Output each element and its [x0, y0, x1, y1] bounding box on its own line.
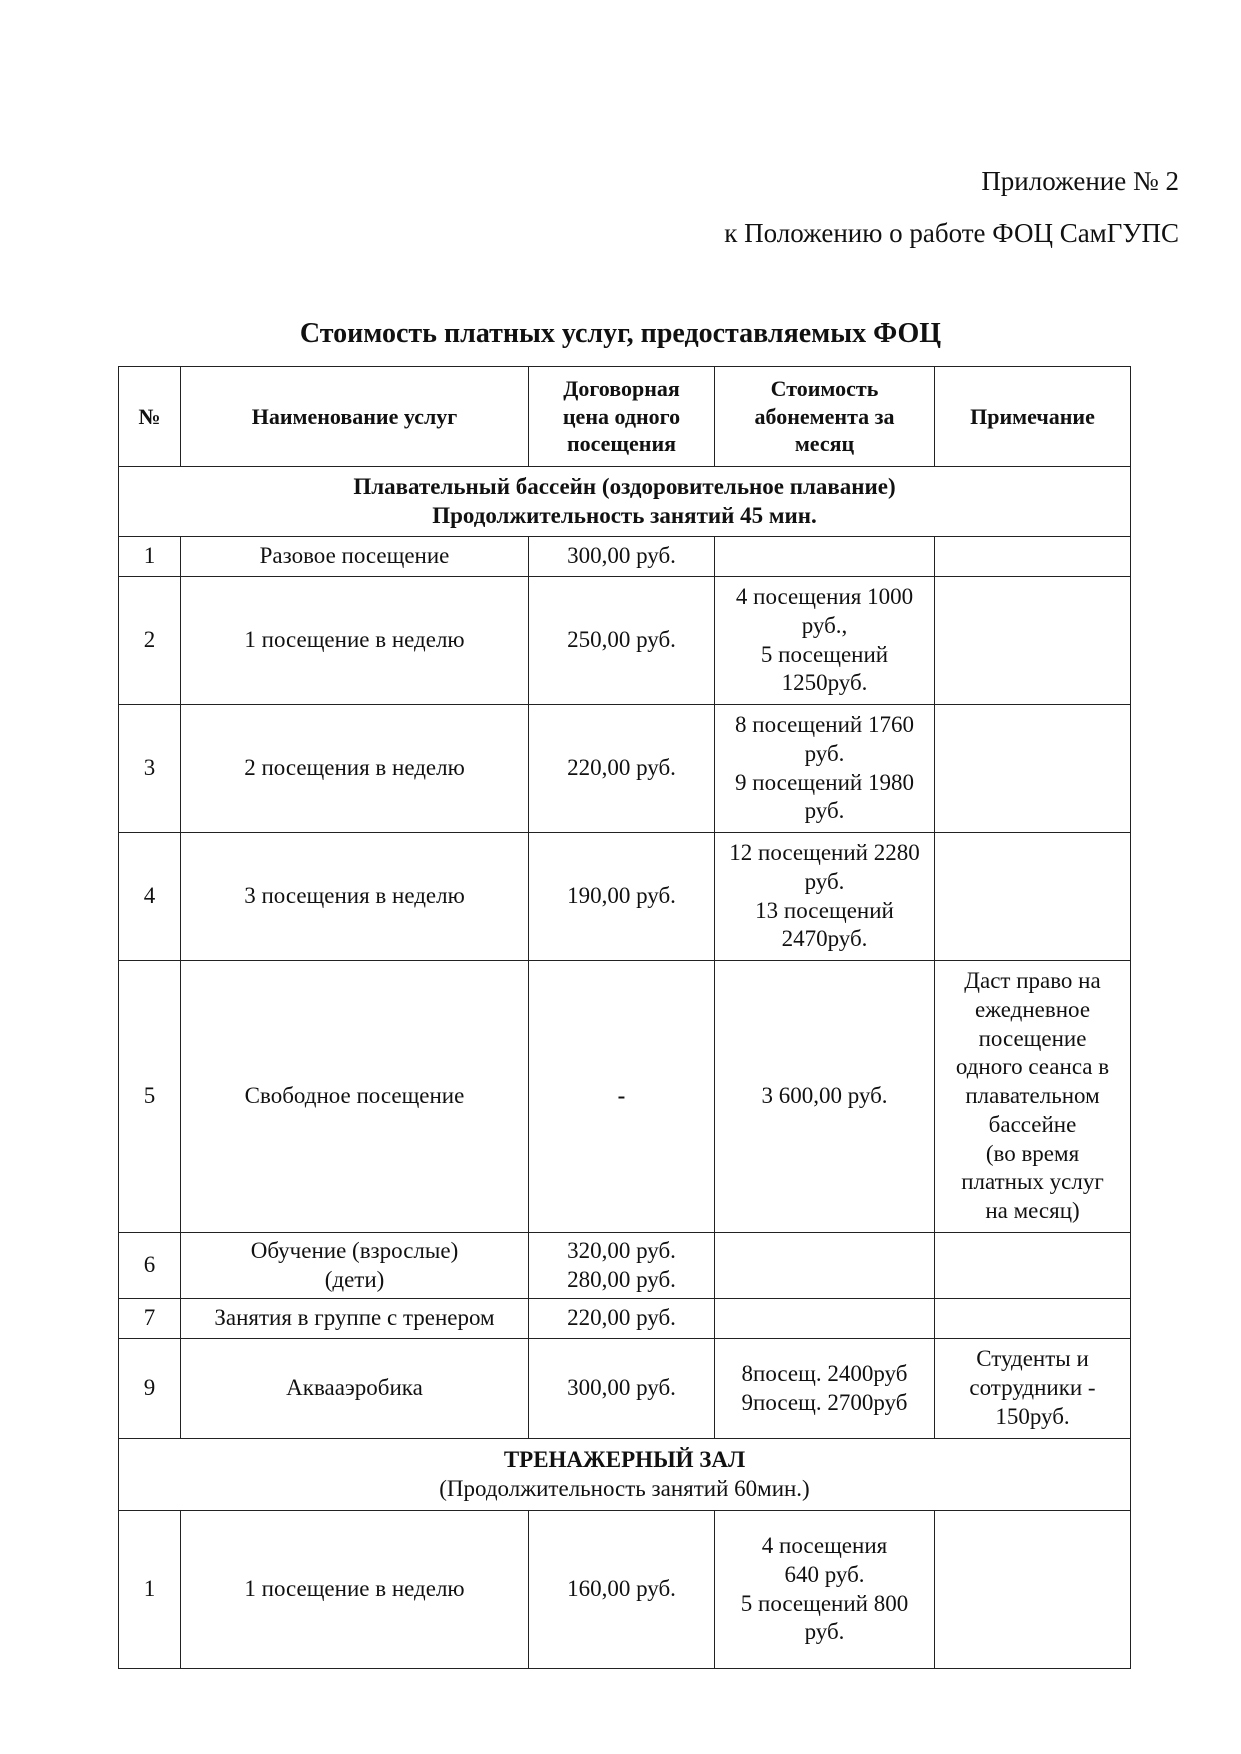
row-visit-price: 220,00 руб.	[529, 1299, 715, 1339]
row-no: 6	[119, 1233, 181, 1299]
row-note	[935, 1233, 1131, 1299]
row-note	[935, 705, 1131, 833]
header-visit-price	[529, 367, 715, 467]
row-no: 2	[119, 577, 181, 705]
row-no: 1	[119, 537, 181, 577]
row-note	[935, 1299, 1131, 1339]
visit-price-line: 280,00 руб.	[567, 1266, 676, 1292]
note-line: Студенты и	[976, 1346, 1089, 1372]
table-row	[119, 705, 1131, 833]
header-subscription-price	[715, 367, 935, 467]
row-note	[935, 961, 1131, 1233]
subscription-line: 8посещ. 2400руб	[741, 1360, 908, 1386]
document-title: Стоимость платных услуг, предоставляемых ФОЦ	[299, 318, 942, 349]
note-line: посещение	[978, 1025, 1087, 1051]
note-line: ежедневное	[974, 996, 1091, 1022]
table-row	[119, 833, 1131, 961]
row-subscription-price	[715, 833, 935, 961]
row-subscription-price: 3 600,00 руб.	[715, 961, 935, 1233]
row-no: 9	[119, 1339, 181, 1439]
note-line: сотрудники -	[969, 1375, 1096, 1401]
subscription-line: 4 посещения	[761, 1533, 888, 1558]
visit-price-line: 320,00 руб.	[567, 1237, 676, 1263]
note-line: плавательном	[965, 1083, 1100, 1109]
header-no: №	[119, 367, 181, 467]
row-visit-price	[529, 1233, 715, 1299]
header-service-name: Наименование услуг	[181, 367, 529, 467]
subscription-line: 8 посещений 1760	[735, 712, 914, 737]
row-service-name: 3 посещения в неделю	[181, 833, 529, 961]
table-row	[119, 1511, 1131, 1669]
header-note: Примечание	[935, 367, 1131, 467]
subscription-line: 9посещ. 2700руб	[741, 1389, 908, 1415]
row-note	[935, 833, 1131, 961]
header-subscription-line: Стоимость	[770, 376, 879, 402]
note-line: платных услуг	[961, 1169, 1104, 1195]
row-service-name: Разовое посещение	[181, 537, 529, 577]
row-service-name: 1 посещение в неделю	[181, 577, 529, 705]
row-subscription-price	[715, 705, 935, 833]
row-service-name: Занятия в группе с тренером	[181, 1299, 529, 1339]
header-visit-price-line: цена одного	[562, 403, 681, 429]
table-row	[119, 537, 1131, 577]
row-note	[935, 577, 1131, 705]
row-no: 7	[119, 1299, 181, 1339]
subscription-line: 2470руб.	[781, 926, 868, 952]
subscription-line: 12 посещений 2280	[729, 840, 920, 865]
pool-section-duration: Продолжительность занятий 45 мин.	[432, 502, 817, 528]
row-service-name: Свободное посещение	[181, 961, 529, 1233]
row-subscription-price	[715, 1299, 935, 1339]
table-header-row	[119, 367, 1131, 467]
row-service-name	[181, 1233, 529, 1299]
row-service-name: 2 посещения в неделю	[181, 705, 529, 833]
gym-section-duration: (Продолжительность занятий 60мин.)	[439, 1475, 810, 1501]
pool-section-title: Плавательный бассейн (оздоровительное плавание)	[353, 473, 896, 499]
gym-section-heading	[119, 1439, 1131, 1511]
subscription-line: руб.	[804, 868, 845, 894]
subscription-line: 4 посещения 1000	[735, 584, 914, 609]
row-subscription-price	[715, 1339, 935, 1439]
row-note	[935, 537, 1131, 577]
row-subscription-price	[715, 1511, 935, 1669]
row-visit-price: -	[529, 961, 715, 1233]
header-subscription-line: абонемента за	[754, 403, 895, 429]
subscription-line: 13 посещений	[755, 897, 894, 923]
subscription-line: руб.	[804, 740, 845, 766]
price-table	[118, 366, 1131, 1669]
appendix-number: Приложение № 2	[981, 166, 1179, 196]
row-no: 1	[119, 1511, 181, 1669]
subscription-line: 640 руб.	[784, 1561, 865, 1587]
row-no: 3	[119, 705, 181, 833]
appendix-reference: к Положению о работе ФОЦ СамГУПС	[724, 218, 1179, 248]
row-visit-price: 220,00 руб.	[529, 705, 715, 833]
row-subscription-price	[715, 1233, 935, 1299]
subscription-line: 5 посещений 800	[740, 1590, 909, 1616]
subscription-line: 5 посещений	[760, 641, 889, 667]
header-visit-price-line: Договорная	[563, 376, 680, 402]
table-row	[119, 577, 1131, 705]
note-line: одного сеанса в	[955, 1054, 1110, 1080]
service-name-line: Обучение (взрослые)	[250, 1237, 459, 1263]
row-visit-price: 300,00 руб.	[529, 537, 715, 577]
note-line: (во время	[985, 1140, 1080, 1166]
header-visit-price-line: посещения	[566, 431, 677, 457]
subscription-line: руб.	[804, 1619, 845, 1645]
row-visit-price: 300,00 руб.	[529, 1339, 715, 1439]
row-no: 4	[119, 833, 181, 961]
row-visit-price: 160,00 руб.	[529, 1511, 715, 1669]
row-visit-price: 250,00 руб.	[529, 577, 715, 705]
note-line: Даст право на	[964, 968, 1101, 994]
pool-section-row	[119, 467, 1131, 537]
row-visit-price: 190,00 руб.	[529, 833, 715, 961]
row-subscription-price	[715, 537, 935, 577]
table-row	[119, 1299, 1131, 1339]
table-row	[119, 1233, 1131, 1299]
row-no: 5	[119, 961, 181, 1233]
subscription-line: 1250руб.	[781, 670, 868, 696]
gym-section-title: ТРЕНАЖЕРНЫЙ ЗАЛ	[503, 1446, 746, 1472]
gym-section-row	[119, 1439, 1131, 1511]
note-line: бассейне	[988, 1111, 1077, 1137]
row-note	[935, 1339, 1131, 1439]
subscription-line: 9 посещений 1980	[735, 769, 914, 795]
row-note	[935, 1511, 1131, 1669]
table-row	[119, 961, 1131, 1233]
row-service-name: Аквааэробика	[181, 1339, 529, 1439]
subscription-line: руб.	[804, 798, 845, 824]
row-subscription-price	[715, 577, 935, 705]
service-name-line: (дети)	[324, 1266, 385, 1292]
subscription-line: руб.,	[801, 612, 848, 638]
table-row	[119, 1339, 1131, 1439]
pool-section-heading	[119, 467, 1131, 537]
row-service-name: 1 посещение в неделю	[181, 1511, 529, 1669]
note-line: на месяц)	[985, 1198, 1080, 1224]
note-line: 150руб.	[995, 1403, 1070, 1429]
header-subscription-line: месяц	[794, 431, 855, 457]
